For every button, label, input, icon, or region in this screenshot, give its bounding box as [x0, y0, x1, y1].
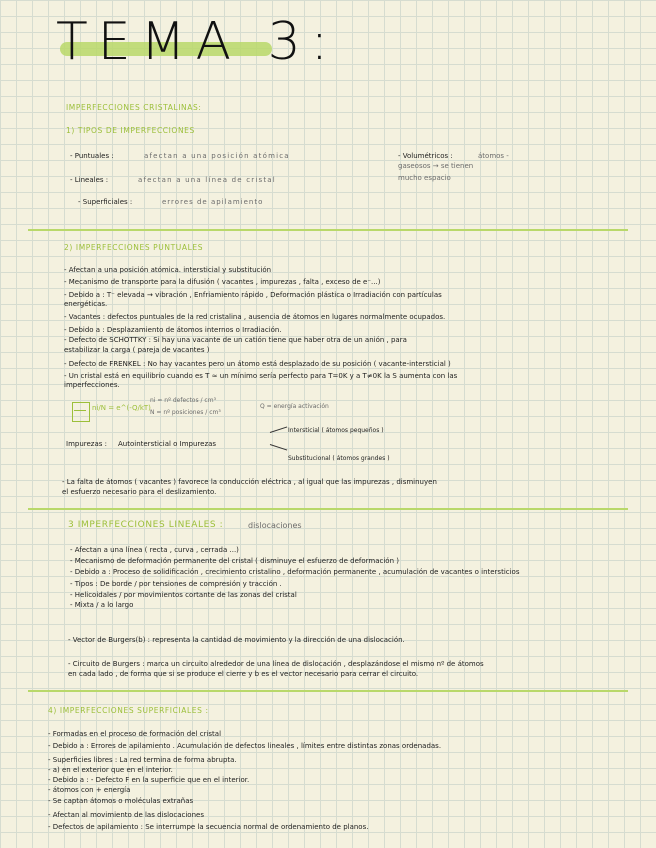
volumetricos-text1: átomos -	[478, 152, 509, 160]
burgers-vector: - Vector de Burgers(b) : representa la cantidad de movimiento y la dirección de una dislocación.	[68, 636, 405, 644]
s2-line-10: - Un cristal está en equilibrio cuando es T ≈ un mínimo sería perfecto para T=0K y a T≠0K la S aumenta con las	[64, 372, 458, 380]
volumetricos-label: - Volumétricos :	[398, 152, 453, 160]
section3-heading: 3 IMPERFECCIONES LINEALES :	[68, 520, 224, 530]
s4-line-6: - átomos con + energía	[48, 786, 131, 794]
separator-1	[28, 229, 628, 231]
superficiales-text: errores de apilamiento	[162, 198, 264, 206]
s2-conclusion-1: - La falta de átomos ( vacantes ) favorece la conducción eléctrica , al igual que las impurezas , disminuyen	[62, 478, 437, 486]
formula-top: ni = nº defectos / cm³	[150, 397, 216, 404]
s4-line-3: - Superficies libres : La red termina de forma abrupta.	[48, 756, 237, 764]
superficiales-label: - Superficiales :	[78, 198, 133, 206]
s4-line-7: - Se captan átomos o moléculas extrañas	[48, 797, 194, 805]
section4-heading: 4) IMPERFECCIONES SUPERFICIALES :	[48, 706, 209, 715]
s4-line-4: - a) en el exterior que en el interior.	[48, 766, 173, 774]
formula-box	[72, 402, 90, 422]
s2-line-9: - Defecto de FRENKEL : No hay vacantes pero un átomo está desplazado de su posición ( vacante-intersticial )	[64, 360, 451, 368]
branch-arrow-up	[270, 426, 287, 433]
s3-line-6: - Mixta / a lo largo	[70, 601, 134, 609]
burgers-circuit-2: en cada lado , de forma que si se produce el cierre y b es el vector necesario para cerrar el circuito.	[68, 670, 419, 678]
s2-line-7: - Defecto de SCHOTTKY : Si hay una vacante de un catión tiene que haber otra de un anión , para	[64, 336, 407, 344]
s3-line-3: - Debido a : Proceso de solidificación , crecimiento cristalino , deformación permanente , acumulación de vacantes o intersticios	[70, 568, 520, 576]
formula-fraction-line	[74, 410, 86, 411]
s2-line-5: - Vacantes : defectos puntuales de la red cristalina , ausencia de átomos en lugares normalmente ocupados.	[64, 313, 446, 321]
separator-2	[28, 508, 628, 510]
s2-line-3: - Debido a : T⁻ elevada → vibración , Enfriamiento rápido , Deformación plástica o Irradiación con partículas	[64, 291, 442, 299]
volumetricos-text2: gaseosos → se tienen	[398, 162, 474, 170]
s4-line-1: - Formadas en el proceso de formación del cristal	[48, 730, 222, 738]
burgers-circuit-1: - Circuito de Burgers : marca un circuito alrededor de una línea de dislocación , desplazándose el mismo nº de átomos	[68, 660, 484, 668]
section1-heading: 1) TIPOS DE IMPERFECCIONES	[66, 126, 195, 135]
volumetricos-text3: mucho espacio	[398, 174, 451, 182]
s4-line-8: - Afectan al movimiento de las dislocaciones	[48, 811, 204, 819]
formula-right: Q = energía activación	[260, 403, 329, 410]
s2-line-8: estabilizar la carga ( pareja de vacantes )	[64, 346, 210, 354]
formula-bottom: N = nº posiciones / cm³	[150, 409, 221, 416]
s2-line-1: - Afectan a una posición atómica. intersticial y substitución	[64, 266, 272, 274]
branch-arrow-down	[270, 444, 287, 451]
formula-left: ni/N = e^(-Q/kT)	[92, 404, 151, 412]
s4-line-9: - Defectos de apilamiento : Se interrumpe la secuencia normal de ordenamiento de planos.	[48, 823, 369, 831]
s3-line-4: - Tipos : De borde / por tensiones de compresión y tracción .	[70, 580, 282, 588]
s2-line-2: - Mecanismo de transporte para la difusión ( vacantes , impurezas , falta , exceso de e⁻...)	[64, 278, 381, 286]
branch-top: Intersticial ( átomos pequeños )	[288, 427, 384, 434]
branch-bottom: Substitucional ( átomos grandes )	[288, 455, 390, 462]
s3-line-1: - Afectan a una línea ( recta , curva , cerrada ...)	[70, 546, 239, 554]
section2-heading: 2) IMPERFECCIONES PUNTUALES	[64, 243, 204, 252]
section3-heading-tail: dislocaciones	[248, 521, 302, 530]
s2-line-11: imperfecciones.	[64, 381, 120, 389]
lineales-text: afectan a una línea de cristal	[138, 176, 276, 184]
s4-line-5: - Debido a : - Defecto F en la superficie que en el interior.	[48, 776, 250, 784]
s4-line-2: - Debido a : Errores de apilamiento . Acumulación de defectos lineales , límites entre distintas zonas ordenadas.	[48, 742, 442, 750]
s2-line-6: - Debido a : Desplazamiento de átomos internos o Irradiación.	[64, 326, 282, 334]
s3-line-5: - Helicoidales / por movimientos cortante de las zonas del cristal	[70, 591, 297, 599]
s3-line-2: - Mecanismo de deformación permanente del cristal ( disminuye el esfuerzo de deformación )	[70, 557, 399, 565]
impurezas-text: Autointersticial o Impurezas	[118, 440, 217, 448]
main-heading: IMPERFECCIONES CRISTALINAS:	[66, 103, 202, 112]
puntuales-text: afectan a una posición atómica	[144, 152, 290, 160]
lineales-label: - Lineales :	[70, 176, 109, 184]
impurezas-label: Impurezas :	[66, 440, 107, 448]
s2-conclusion-2: el esfuerzo necesario para el deslizamiento.	[62, 488, 217, 496]
page-title: TEMA 3:	[56, 12, 339, 72]
s2-line-4: energéticas.	[64, 300, 108, 308]
separator-3	[28, 690, 628, 692]
puntuales-label: - Puntuales :	[70, 152, 114, 160]
